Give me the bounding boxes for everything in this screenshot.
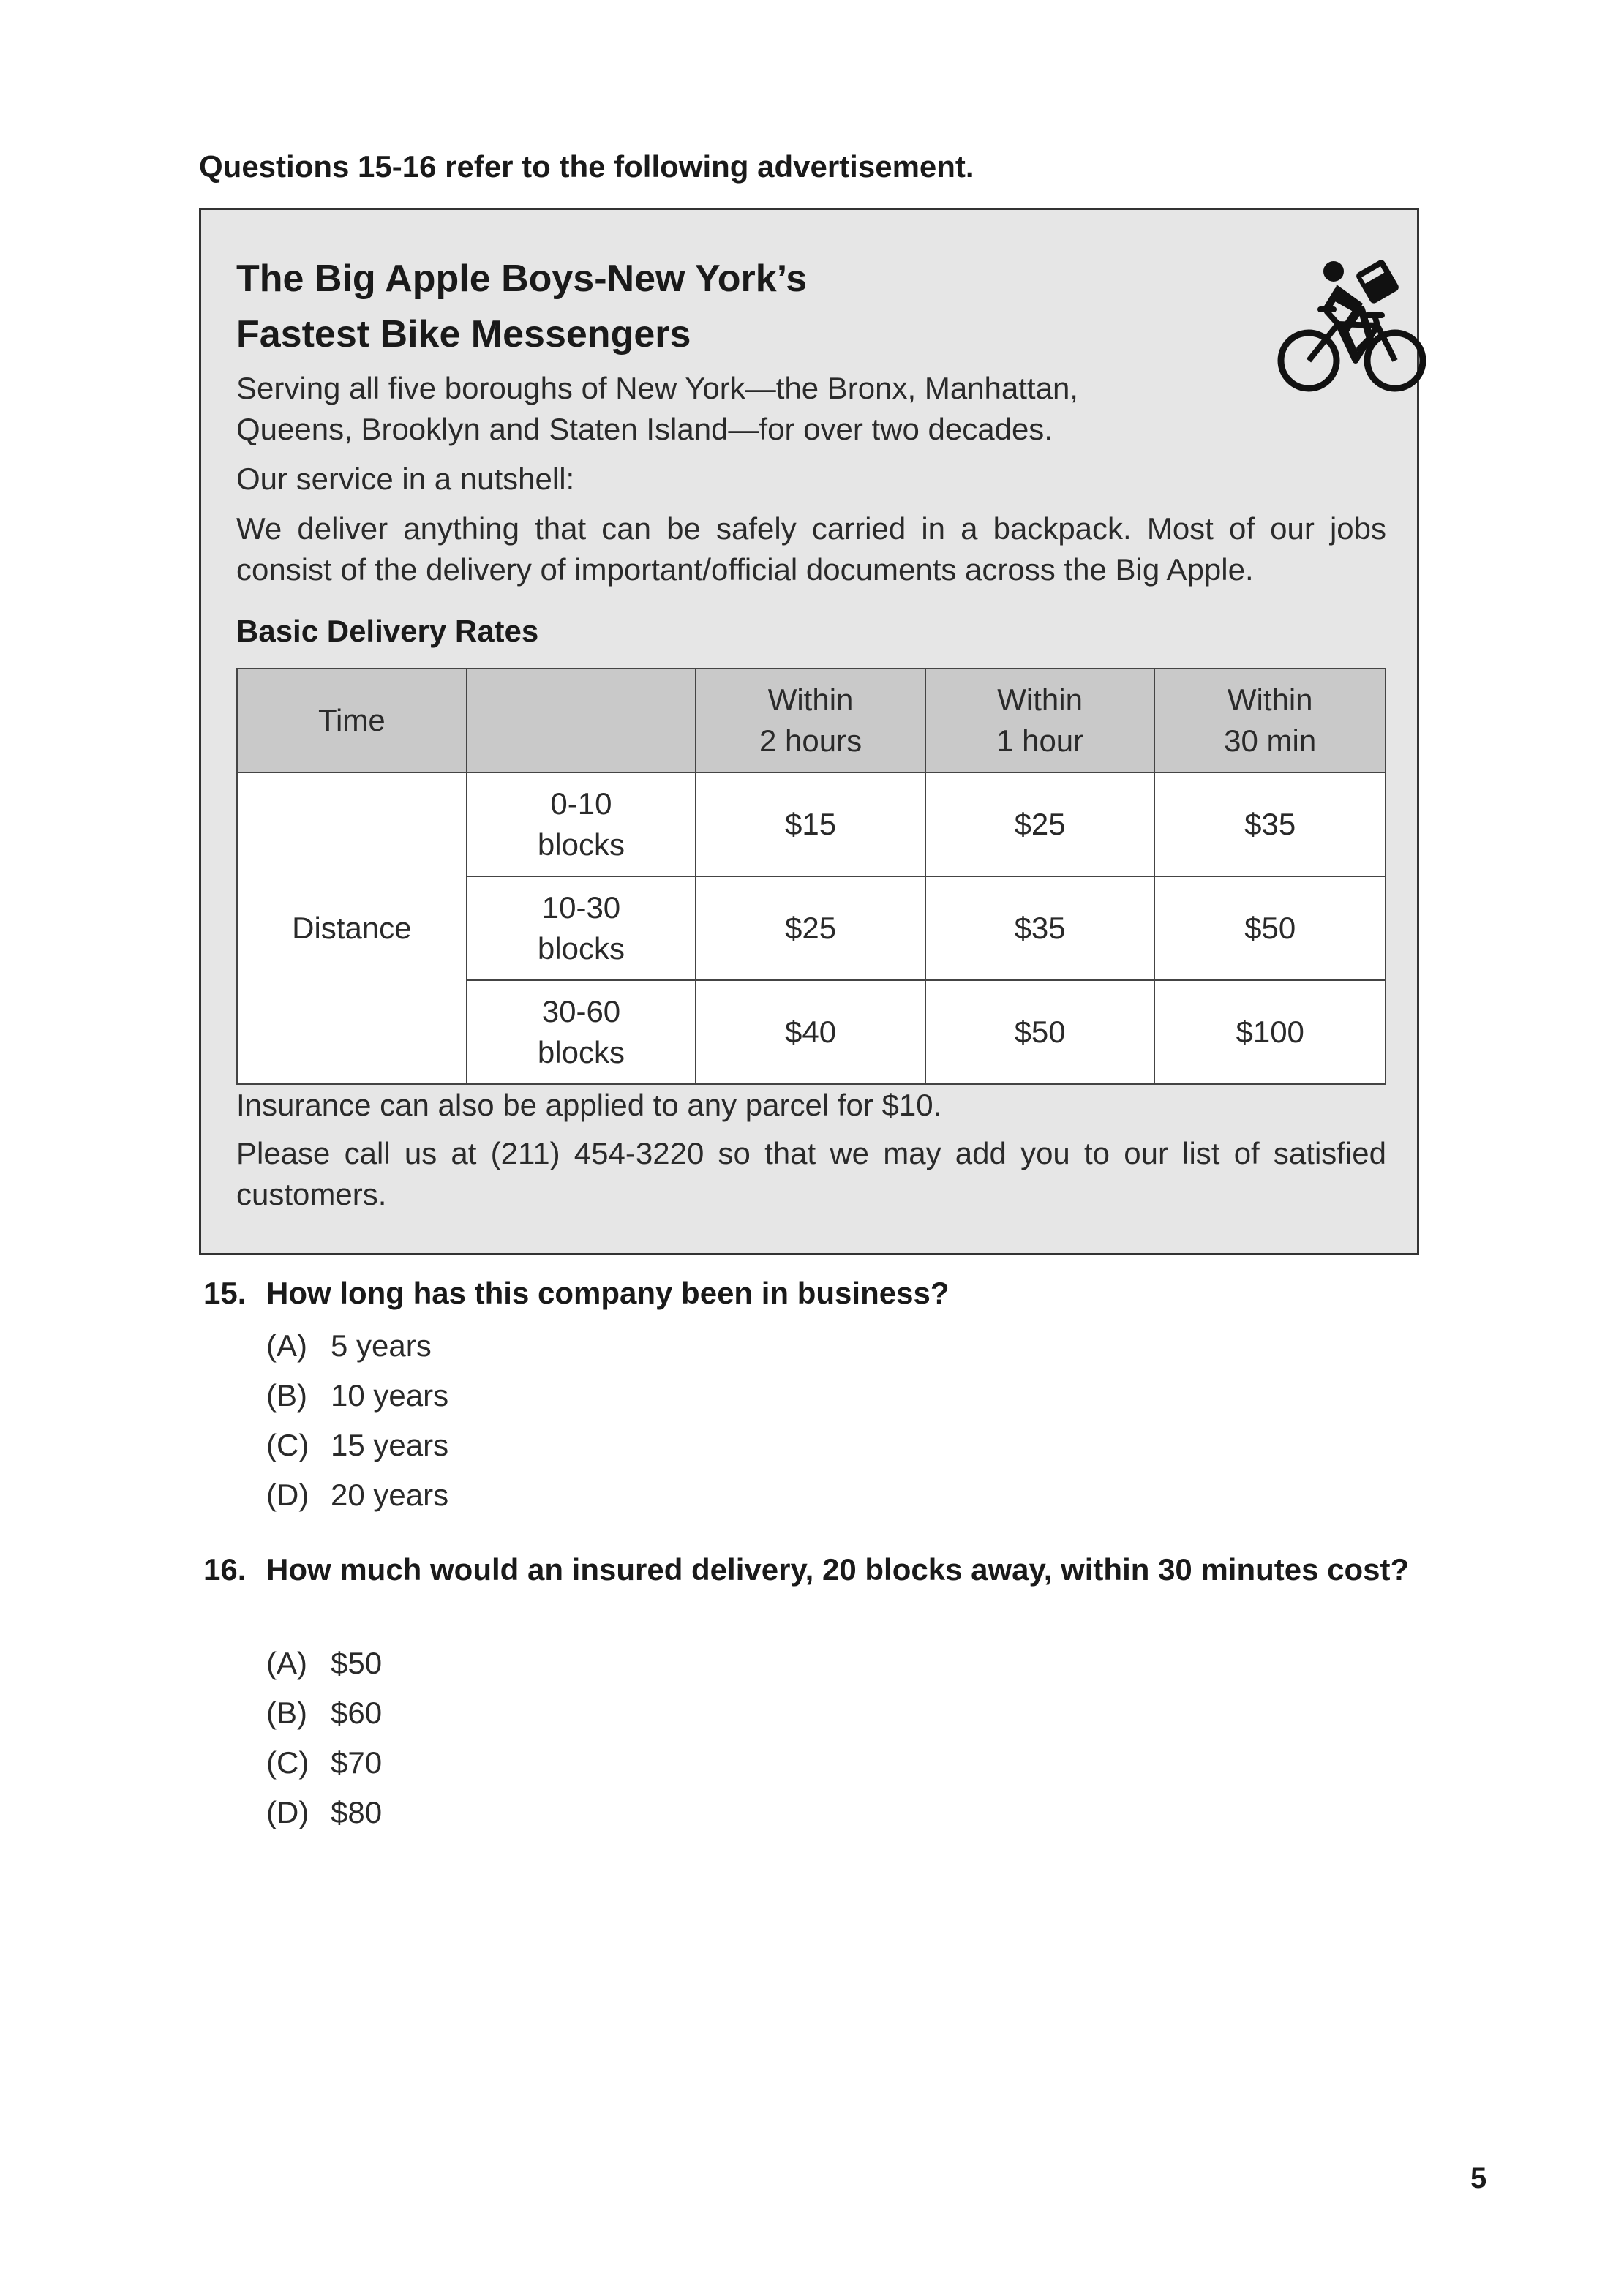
price-cell: $15 [696,772,925,876]
question-number: 15. [203,1276,247,1310]
ad-serving-text [236,368,1078,450]
range-unit: blocks [537,1035,625,1069]
header-line: Within [997,682,1083,717]
ad-title [236,251,807,362]
ad-title-line-1: The Big Apple Boys-New York’s [236,257,808,300]
section-intro: Questions 15-16 refer to the following advertisement. [199,149,974,184]
rates-header-row [237,669,1386,772]
price-cell: $40 [696,980,925,1084]
advertisement-box [199,208,1419,1255]
answer-option[interactable] [266,1375,448,1416]
table-row [237,772,1386,876]
option-letter: (C) [266,1745,309,1780]
option-text: $60 [331,1696,383,1730]
ad-serving-line-1: Serving all five boroughs of New York—the Bronx, Manhattan, [236,371,1078,405]
price-cell: $35 [1154,772,1386,876]
option-text: $50 [331,1646,383,1680]
ad-description: We deliver anything that can be safely carried in a backpack. Most of our jobs consist of the delivery of important/official documents across the Big Apple. [236,511,1386,587]
option-text: 10 years [331,1378,449,1413]
price-cell: $25 [925,772,1155,876]
answer-option[interactable] [266,1693,382,1734]
range-value: 0-10 [550,786,612,821]
price-cell: $25 [696,876,925,980]
option-text: $70 [331,1745,383,1780]
header-30-min [1154,669,1386,772]
header-line: Within [1227,682,1313,717]
empty-header-cell [467,669,696,772]
answer-option[interactable] [266,1325,432,1366]
header-line: 2 hours [759,723,862,758]
distance-range-cell [467,980,696,1084]
option-letter: (D) [266,1795,309,1829]
range-unit: blocks [537,827,625,862]
range-unit: blocks [537,931,625,966]
option-letter: (B) [266,1696,307,1730]
answer-option[interactable] [266,1643,382,1684]
header-line: Within [767,682,854,717]
header-line: 1 hour [996,723,1084,758]
option-letter: (B) [266,1378,307,1413]
option-letter: (A) [266,1328,307,1363]
question-text: How long has this company been in business? [266,1276,950,1310]
header-1-hour [925,669,1155,772]
distance-range-cell [467,876,696,980]
answer-option[interactable] [266,1742,382,1783]
rates-title: Basic Delivery Rates [236,614,539,648]
insurance-note: Insurance can also be applied to any parcel for $10. [236,1088,942,1122]
page-number: 5 [1470,2162,1487,2194]
range-value: 10-30 [541,890,621,925]
range-value: 30-60 [541,994,621,1028]
option-letter: (C) [266,1428,309,1462]
option-text: 5 years [331,1328,432,1363]
option-text: 20 years [331,1478,449,1512]
bike-messenger-icon [1275,258,1429,397]
option-text: $80 [331,1795,383,1829]
ad-title-line-2: Fastest Bike Messengers [236,313,691,356]
ad-serving-line-2: Queens, Brooklyn and Staten Island—for over two decades. [236,412,1053,446]
answer-option[interactable] [266,1425,448,1466]
price-cell: $100 [1154,980,1386,1084]
option-letter: (D) [266,1478,309,1512]
price-cell: $50 [925,980,1155,1084]
ad-nutshell: Our service in a nutshell: [236,462,575,496]
option-letter: (A) [266,1646,307,1680]
price-cell: $50 [1154,876,1386,980]
rates-table [236,668,1386,1085]
header-line: 30 min [1224,723,1317,758]
option-text: 15 years [331,1428,449,1462]
price-cell: $35 [925,876,1155,980]
call-to-action: Please call us at (211) 454-3220 so that we may add you to our list of satisfied customers. [236,1136,1386,1211]
question-number: 16. [203,1552,247,1587]
header-2-hours [696,669,925,772]
time-header-cell: Time [237,669,467,772]
distance-label-cell: Distance [237,772,467,1084]
answer-option[interactable] [266,1792,382,1833]
distance-range-cell [467,772,696,876]
answer-option[interactable] [266,1475,448,1516]
question-text: How much would an insured delivery, 20 blocks away, within 30 minutes cost? [266,1552,1410,1587]
